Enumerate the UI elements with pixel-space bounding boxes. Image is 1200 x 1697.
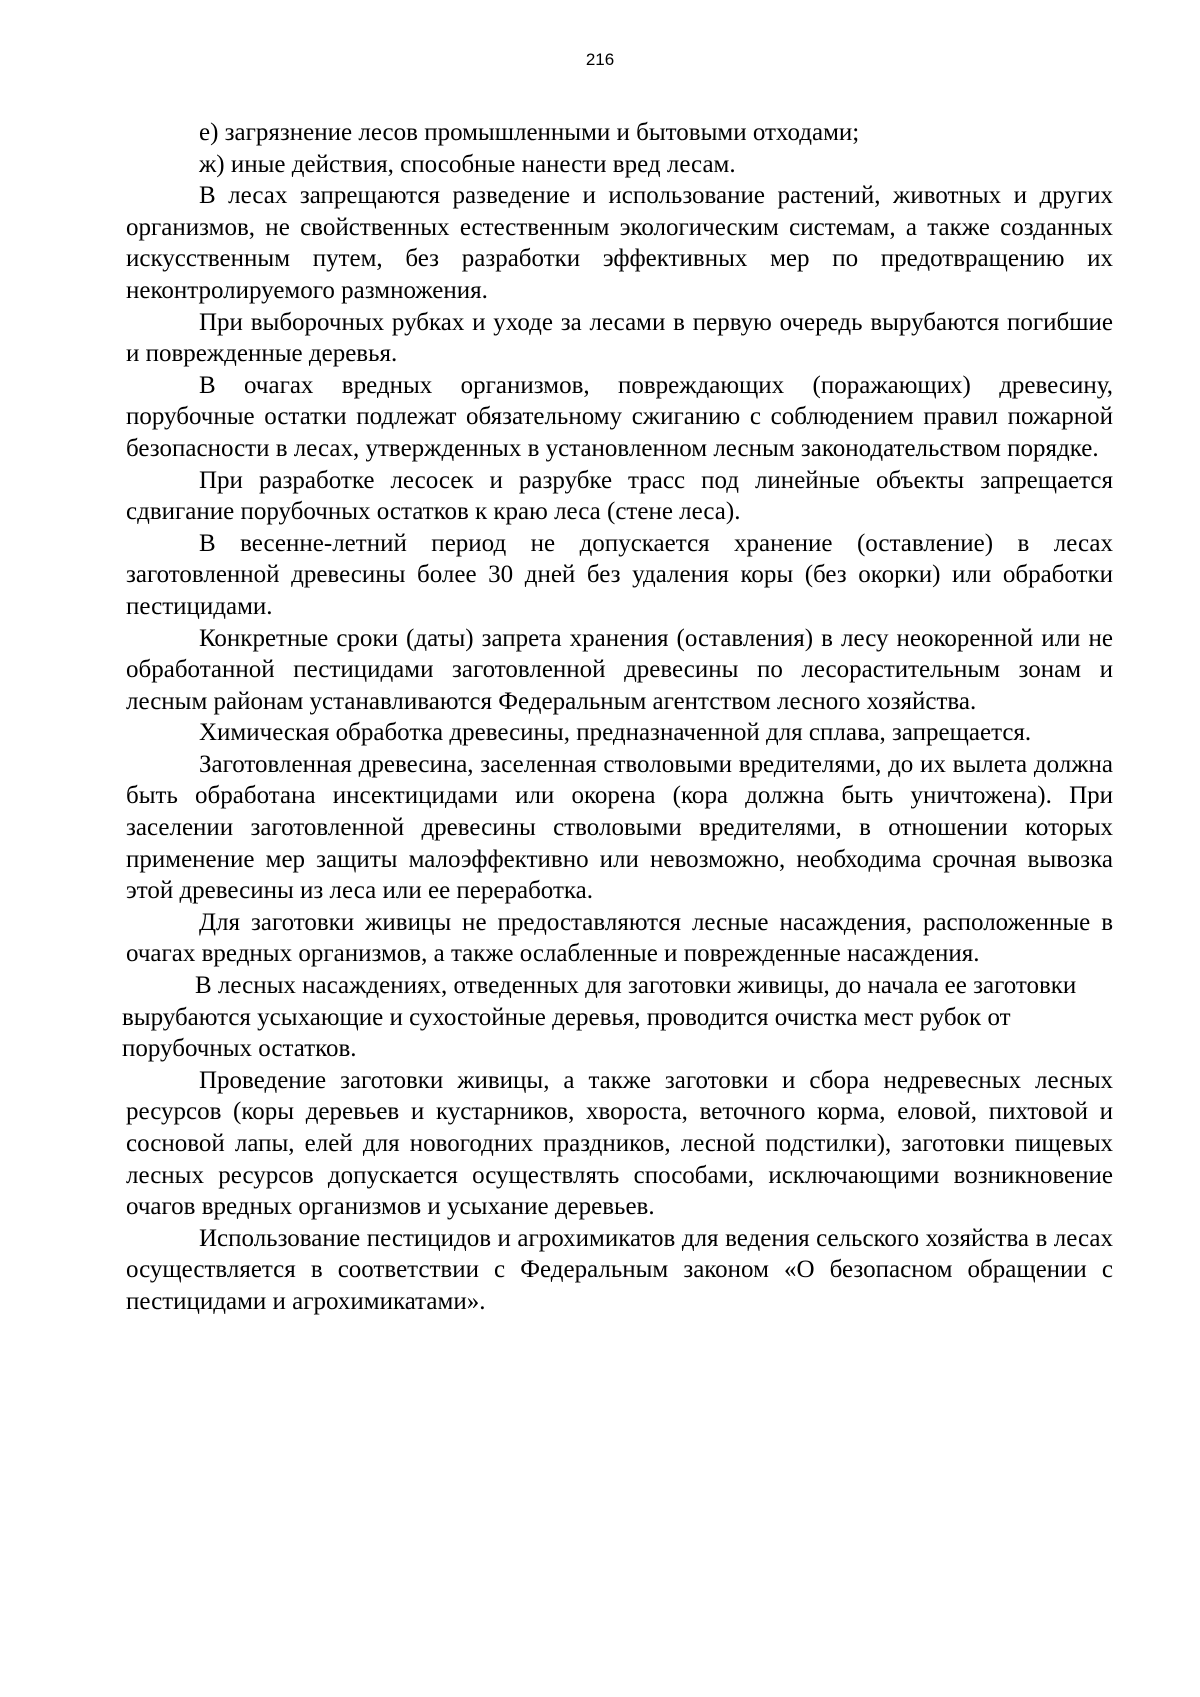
page-number: 216 bbox=[585, 50, 615, 69]
paragraph-infested-timber: Заготовленная древесина, заселенная стволовыми вредителями, до их вылета должна быть обработана инсектицидами или окорена (кора должна быть уничтожена). При заселении заготовленной древесины стволовыми вредителями, в отношении которых применение мер защиты малоэффективно или невозможно, необходима срочная вывозка этой древесины из леса или ее переработка. bbox=[126, 750, 1113, 905]
paragraph-pesticide-law: Использование пестицидов и агрохимикатов для ведения сельского хозяйства в лесах осуществляется в соответствии с Федеральным законом «О безопасном обращении с пестицидами и агрохимикатами». bbox=[126, 1224, 1113, 1315]
paragraph-item-e: е) загрязнение лесов промышленными и бытовыми отходами; bbox=[199, 119, 860, 146]
document-body bbox=[122, 117, 1113, 1318]
paragraph-invasive-species: В лесах запрещаются разведение и использование растений, животных и других организмов, не свойственных естественным экологическим системам, а также созданных искусственным путем, без разработки эффективных мер по предотвращению их неконтролируемого размножения. bbox=[126, 182, 1113, 304]
paragraph-residue-burning: В очагах вредных организмов, повреждающих (поражающих) древесину, порубочные остатки подлежат обязательному сжиганию с соблюдением правил пожарной безопасности в лесах, утвержденных в установленном лесным законодательством порядке. bbox=[126, 371, 1113, 462]
paragraph-resin-restrictions: Для заготовки живицы не предоставляются лесные насаждения, расположенные в очагах вредных организмов, а также ослабленные и поврежденные насаждения. bbox=[126, 908, 1113, 968]
paragraph-chemical-treatment: Химическая обработка древесины, предназначенной для сплава, запрещается. bbox=[199, 719, 1032, 747]
paragraph-timber-storage: В весенне-летний период не допускается хранение (оставление) в лесах заготовленной древесины более 30 дней без удаления коры (без окорки) или обработки пестицидами. bbox=[126, 529, 1113, 620]
paragraph-selective-felling: При выборочных рубках и уходе за лесами в первую очередь вырубаются погибшие и поврежденные деревья. bbox=[126, 308, 1113, 368]
paragraph-storage-deadlines: Конкретные сроки (даты) запрета хранения (оставления) в лесу неокоренной или не обработанной пестицидами заготовленной древесины по лесорастительным зонам и лесным районам устанавливаются Федеральным агентством лесного хозяйства. bbox=[126, 624, 1113, 715]
paragraph-resin-preparation: В лесных насаждениях, отведенных для заготовки живицы, до начала ее заготовки вырубаются усыхающие и сухостойные деревья, проводится очистка мест рубок от порубочных остатков. bbox=[122, 972, 1077, 1063]
paragraph-non-timber-resources: Проведение заготовки живицы, а также заготовки и сбора недревесных лесных ресурсов (коры деревьев и кустарников, хвороста, веточного корма, еловой, пихтовой и сосновой лапы, елей для новогодних праздников, лесной подстилки), заготовки пищевых лесных ресурсов допускается осуществлять способами, исключающими возникновение очагов вредных организмов и усыхание деревьев. bbox=[126, 1066, 1113, 1221]
paragraph-item-zh: ж) иные действия, способные нанести вред лесам. bbox=[199, 150, 736, 178]
paragraph-residue-shifting: При разработке лесосек и разрубке трасс под линейные объекты запрещается сдвигание порубочных остатков к краю леса (стене леса). bbox=[126, 466, 1113, 526]
